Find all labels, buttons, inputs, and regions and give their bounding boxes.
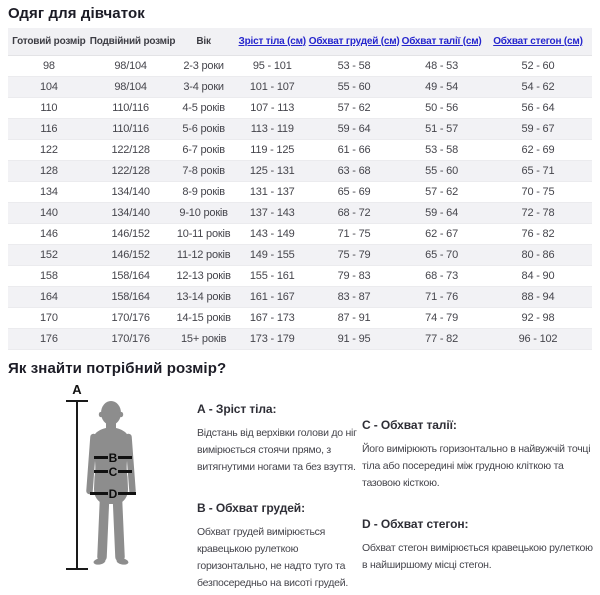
- table-cell: 65 - 70: [399, 244, 484, 265]
- chest-girth-line: [94, 452, 132, 464]
- table-cell: 9-10 років: [172, 202, 236, 223]
- table-cell: 57 - 62: [399, 181, 484, 202]
- table-cell: 57 - 62: [309, 97, 400, 118]
- table-cell: 59 - 64: [399, 202, 484, 223]
- table-cell: 62 - 69: [484, 139, 592, 160]
- column-header: Подвійний розмір: [90, 28, 172, 55]
- table-cell: 149 - 155: [236, 244, 309, 265]
- guide-block-hips: [362, 517, 596, 574]
- table-cell: 62 - 67: [399, 223, 484, 244]
- table-cell: 13-14 років: [172, 286, 236, 307]
- column-header-link[interactable]: [399, 28, 484, 55]
- table-cell: 152: [8, 244, 90, 265]
- table-cell: 158/164: [90, 286, 172, 307]
- measurement-guide: [0, 380, 600, 592]
- table-cell: 11-12 років: [172, 244, 236, 265]
- table-cell: 143 - 149: [236, 223, 309, 244]
- table-cell: 6-7 років: [172, 139, 236, 160]
- table-cell: 68 - 73: [399, 265, 484, 286]
- table-cell: 110/116: [90, 97, 172, 118]
- table-cell: 95 - 101: [236, 55, 309, 76]
- table-cell: 4-5 років: [172, 97, 236, 118]
- table-cell: 119 - 125: [236, 139, 309, 160]
- girth-line-segment: [118, 492, 136, 495]
- table-cell: 107 - 113: [236, 97, 309, 118]
- diagram-label-b: B: [108, 450, 118, 465]
- table-cell: 76 - 82: [484, 223, 592, 244]
- table-cell: 161 - 167: [236, 286, 309, 307]
- table-cell: 131 - 137: [236, 181, 309, 202]
- table-cell: 2-3 роки: [172, 55, 236, 76]
- size-table-body: [8, 55, 592, 349]
- table-cell: 68 - 72: [309, 202, 400, 223]
- table-cell: 48 - 53: [399, 55, 484, 76]
- table-cell: 12-13 років: [172, 265, 236, 286]
- table-cell: 158: [8, 265, 90, 286]
- guide-section-title: Як знайти потрібний розмір?: [8, 359, 227, 377]
- table-row: [8, 139, 592, 160]
- girth-line-segment: [118, 470, 132, 473]
- table-cell: 96 - 102: [484, 328, 592, 349]
- table-cell: 53 - 58: [399, 139, 484, 160]
- table-cell: 14-15 років: [172, 307, 236, 328]
- table-cell: 146/152: [90, 244, 172, 265]
- table-row: [8, 118, 592, 139]
- girth-line-segment: [118, 456, 132, 459]
- hip-girth-line: [90, 488, 136, 500]
- table-cell: 146/152: [90, 223, 172, 244]
- table-row: [8, 76, 592, 97]
- table-cell: 71 - 75: [309, 223, 400, 244]
- table-row: [8, 181, 592, 202]
- table-cell: 173 - 179: [236, 328, 309, 349]
- table-cell: 80 - 86: [484, 244, 592, 265]
- table-cell: 83 - 87: [309, 286, 400, 307]
- diagram-label-c: C: [108, 464, 118, 479]
- size-table: [8, 28, 592, 350]
- column-header-link[interactable]: [309, 28, 400, 55]
- table-header-row: [8, 28, 592, 55]
- table-cell: 146: [8, 223, 90, 244]
- table-cell: 113 - 119: [236, 118, 309, 139]
- guide-block-waist: [362, 418, 596, 492]
- column-header-link-text[interactable]: Обхват талії (см): [401, 35, 482, 47]
- table-cell: 167 - 173: [236, 307, 309, 328]
- diagram-label-a: A: [72, 381, 82, 397]
- silhouette-right-leg: [118, 500, 121, 557]
- table-cell: 87 - 91: [309, 307, 400, 328]
- table-cell: 140: [8, 202, 90, 223]
- table-cell: 55 - 60: [309, 76, 400, 97]
- column-header: Вік: [172, 28, 236, 55]
- table-cell: 55 - 60: [399, 160, 484, 181]
- table-cell: 54 - 62: [484, 76, 592, 97]
- measure-vertical-line: [76, 400, 78, 570]
- table-cell: 92 - 98: [484, 307, 592, 328]
- silhouette-left-leg: [102, 500, 105, 557]
- page-title: Одяг для дівчаток: [8, 5, 145, 22]
- guide-text-chest: Обхват грудей вимірюється кравецькою рулеткою горизонтально, не надто туго та безпосередньо на висоті грудей.: [197, 525, 349, 589]
- table-cell: 110/116: [90, 118, 172, 139]
- diagram-label-d: D: [108, 486, 118, 501]
- guide-column-right: [362, 418, 596, 574]
- table-row: [8, 223, 592, 244]
- table-cell: 50 - 56: [399, 97, 484, 118]
- girth-line-segment: [90, 492, 108, 495]
- table-cell: 59 - 64: [309, 118, 400, 139]
- table-cell: 3-4 роки: [172, 76, 236, 97]
- table-row: [8, 97, 592, 118]
- table-row: [8, 307, 592, 328]
- guide-heading-height: А - Зріст тіла:: [197, 401, 277, 416]
- table-cell: 110: [8, 97, 90, 118]
- table-cell: 49 - 54: [399, 76, 484, 97]
- table-cell: 125 - 131: [236, 160, 309, 181]
- table-row: [8, 160, 592, 181]
- table-cell: 7-8 років: [172, 160, 236, 181]
- table-cell: 84 - 90: [484, 265, 592, 286]
- column-header-link[interactable]: [236, 28, 309, 55]
- table-cell: 98/104: [90, 55, 172, 76]
- table-cell: 101 - 107: [236, 76, 309, 97]
- guide-text-waist: Його вимірюють горизонтально в найвужчій точці тіла або посередині між грудною кліткою та тазовою кісткою.: [362, 442, 591, 489]
- child-body-silhouette: [84, 401, 138, 569]
- guide-block-chest: [197, 501, 359, 592]
- table-cell: 70 - 75: [484, 181, 592, 202]
- girth-line-segment: [94, 456, 108, 459]
- silhouette-left-arm: [90, 437, 94, 491]
- column-header-link[interactable]: [484, 28, 592, 55]
- table-cell: 63 - 68: [309, 160, 400, 181]
- table-cell: 170/176: [90, 328, 172, 349]
- guide-block-height: [197, 402, 359, 476]
- table-cell: 170: [8, 307, 90, 328]
- guide-heading-waist: С - Обхват талії:: [362, 417, 457, 432]
- table-cell: 75 - 79: [309, 244, 400, 265]
- table-cell: 91 - 95: [309, 328, 400, 349]
- table-cell: 53 - 58: [309, 55, 400, 76]
- table-cell: 122/128: [90, 139, 172, 160]
- table-cell: 98/104: [90, 76, 172, 97]
- waist-girth-line: [94, 466, 132, 478]
- table-row: [8, 244, 592, 265]
- table-cell: 74 - 79: [399, 307, 484, 328]
- guide-text-hips: Обхват стегон вимірюється кравецькою рулеткою в найширшому місці стегон.: [362, 541, 593, 571]
- guide-column-left: [197, 402, 359, 592]
- table-cell: 170/176: [90, 307, 172, 328]
- table-cell: 164: [8, 286, 90, 307]
- size-table-head: [8, 28, 592, 55]
- guide-heading-hips: D - Обхват стегон:: [362, 516, 469, 531]
- table-cell: 71 - 76: [399, 286, 484, 307]
- silhouette-right-arm: [129, 437, 133, 491]
- table-cell: 122: [8, 139, 90, 160]
- table-cell: 134/140: [90, 202, 172, 223]
- table-row: [8, 55, 592, 76]
- table-cell: 79 - 83: [309, 265, 400, 286]
- table-cell: 176: [8, 328, 90, 349]
- guide-text-height: Відстань від верхівки голови до ніг вимірюється стоячи прямо, з витягнутими ногами та без взуття.: [197, 426, 357, 473]
- column-header-link-text[interactable]: Зріст тіла (см): [238, 35, 306, 47]
- table-cell: 158/164: [90, 265, 172, 286]
- column-header-link-text[interactable]: Обхват стегон (см): [493, 35, 583, 47]
- table-cell: 122/128: [90, 160, 172, 181]
- table-cell: 56 - 64: [484, 97, 592, 118]
- table-cell: 51 - 57: [399, 118, 484, 139]
- table-cell: 128: [8, 160, 90, 181]
- column-header-link-text[interactable]: Обхват грудей (см): [308, 35, 400, 47]
- size-guide-page: [0, 5, 600, 595]
- table-cell: 8-9 років: [172, 181, 236, 202]
- table-row: [8, 202, 592, 223]
- table-cell: 104: [8, 76, 90, 97]
- table-cell: 15+ років: [172, 328, 236, 349]
- table-cell: 10-11 років: [172, 223, 236, 244]
- table-row: [8, 328, 592, 349]
- table-cell: 134: [8, 181, 90, 202]
- table-cell: 5-6 років: [172, 118, 236, 139]
- table-cell: 65 - 71: [484, 160, 592, 181]
- table-cell: 98: [8, 55, 90, 76]
- girth-line-segment: [94, 470, 108, 473]
- table-cell: 88 - 94: [484, 286, 592, 307]
- table-cell: 65 - 69: [309, 181, 400, 202]
- table-cell: 155 - 161: [236, 265, 309, 286]
- guide-heading-chest: В - Обхват грудей:: [197, 500, 305, 515]
- table-cell: 116: [8, 118, 90, 139]
- table-cell: 137 - 143: [236, 202, 309, 223]
- column-header: Готовий розмір: [8, 28, 90, 55]
- table-cell: 52 - 60: [484, 55, 592, 76]
- table-cell: 72 - 78: [484, 202, 592, 223]
- table-row: [8, 265, 592, 286]
- table-cell: 61 - 66: [309, 139, 400, 160]
- table-row: [8, 286, 592, 307]
- table-cell: 134/140: [90, 181, 172, 202]
- table-cell: 77 - 82: [399, 328, 484, 349]
- table-cell: 59 - 67: [484, 118, 592, 139]
